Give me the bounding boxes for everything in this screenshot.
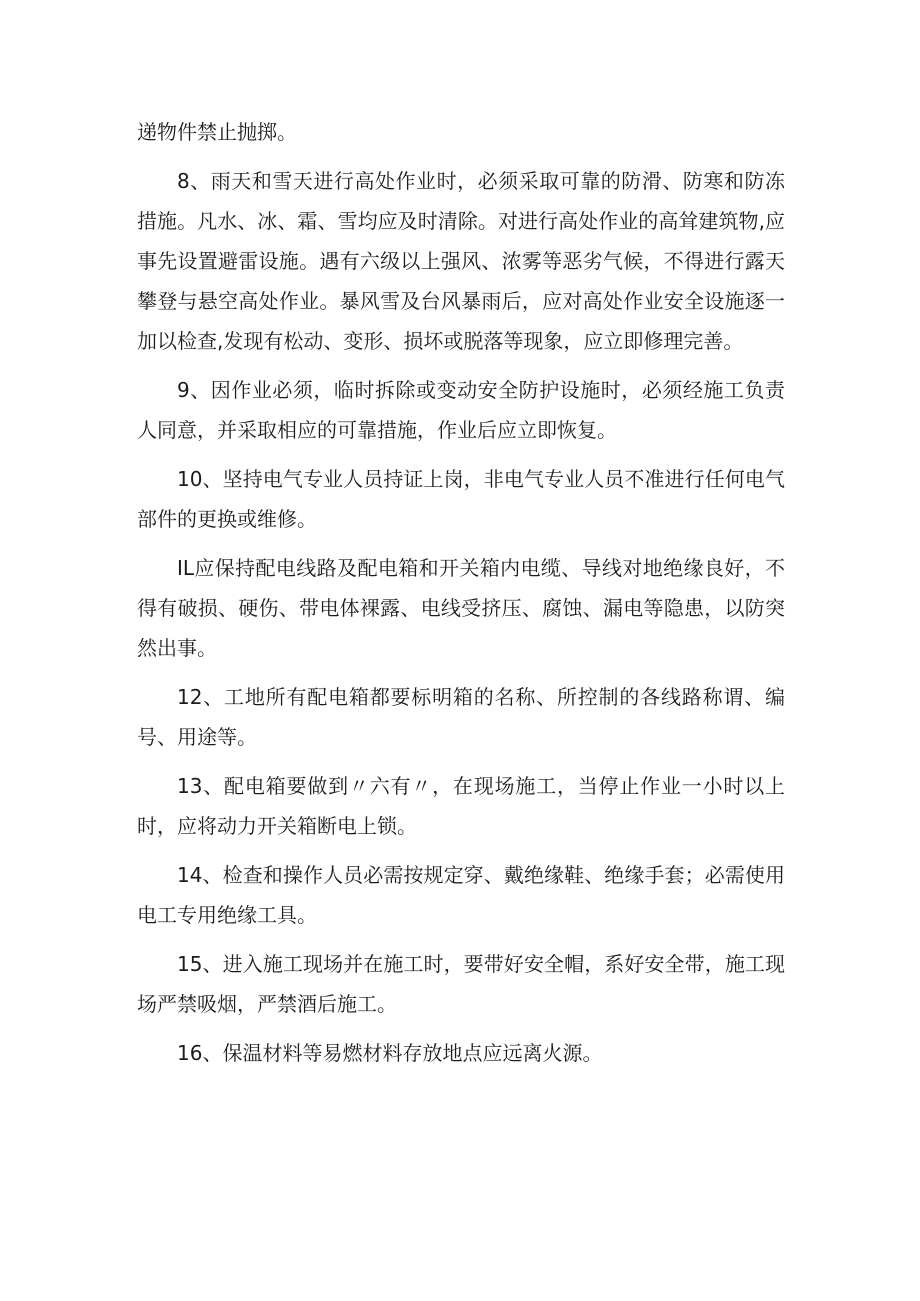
- paragraph-item-15: 15、进入施工现场并在施工时，要带好安全帽，系好安全带，施工现场严禁吸烟，严禁酒后施工。: [137, 952, 785, 1016]
- paragraph-item-10: 10、坚持电气专业人员持证上岗，非电气专业人员不准进行任何电气部件的更换或维修。: [137, 467, 785, 531]
- paragraph-item-12: 12、工地所有配电箱都要标明箱的名称、所控制的各线路称谓、编号、用途等。: [137, 685, 785, 749]
- paragraph-item-14: 14、检查和操作人员必需按规定穿、戴绝缘鞋、绝缘手套；必需使用电工专用绝缘工具。: [137, 863, 785, 927]
- paragraph-item-9: 9、因作业必须，临时拆除或变动安全防护设施时，必须经施工负责人同意，并采取相应的可靠措施，作业后应立即恢复。: [137, 378, 785, 442]
- paragraph-item-11: IL应保持配电线路及配电箱和开关箱内电缆、导线对地绝缘良好，不得有破损、硬伤、带电体裸露、电线受挤压、腐蚀、漏电等隐患，以防突然出事。: [137, 556, 785, 660]
- document-body: [137, 112, 785, 1082]
- paragraph-continuation: 递物件禁止抛掷。: [137, 120, 297, 144]
- paragraph-item-16: 16、保温材料等易燃材料存放地点应远离火源。: [177, 1041, 603, 1065]
- paragraph-item-8: 8、雨天和雪天进行高处作业时，必须采取可靠的防滑、防寒和防冻措施。凡水、冰、霜、雪均应及时清除。对进行高处作业的高耸建筑物,应事先设置避雷设施。遇有六级以上强风、浓雾等恶劣气候，不得进行露天攀登与悬空高处作业。暴风雪及台风暴雨后，应对高处作业安全设施逐一加以检查,发现有松动、变形、损坏或脱落等现象，应立即修理完善。: [137, 169, 785, 353]
- paragraph-item-13: 13、配电箱要做到〃六有〃，在现场施工，当停止作业一小时以上时，应将动力开关箱断电上锁。: [137, 774, 785, 838]
